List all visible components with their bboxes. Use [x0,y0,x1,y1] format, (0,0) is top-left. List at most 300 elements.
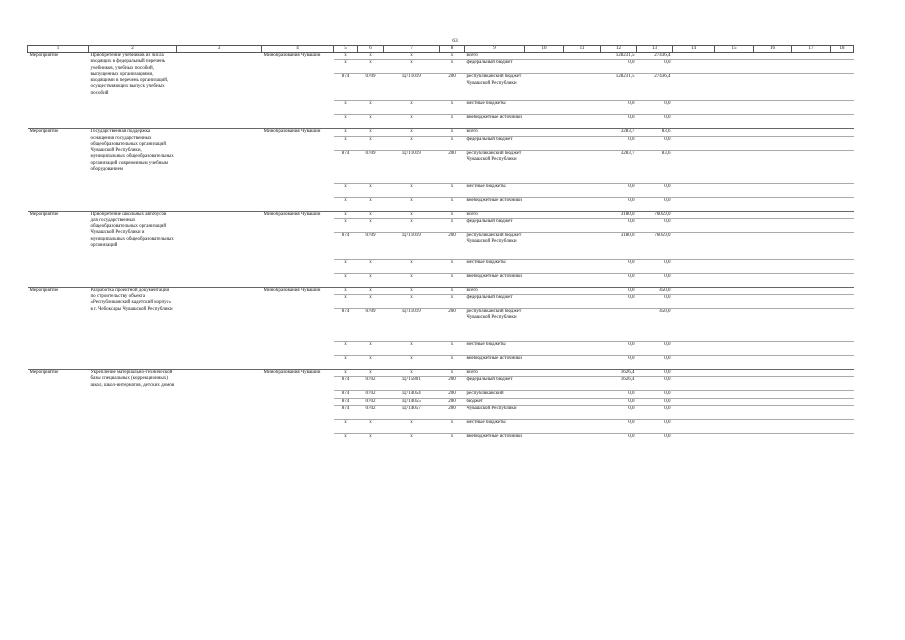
value-cell: 0,0 [601,398,637,405]
grbs-cell: x [334,101,358,115]
value-cell: 27436,4 [637,74,673,101]
activity-type: Мероприятие [28,211,89,287]
value-cell [525,273,564,287]
value-cell [673,287,715,294]
expense-type-cell: x [440,136,465,150]
target-article-cell: x [384,136,440,150]
value-cell [792,287,831,294]
activity-type: Мероприятие [28,287,89,369]
value-cell [792,136,831,150]
grbs-cell: 874 [334,398,358,405]
target-article-cell: Ц714054 [384,391,440,398]
funding-source-cell: федеральный бюджет [465,136,525,150]
value-cell [673,420,715,434]
grbs-cell: x [334,136,358,150]
grbs-cell: 874 [334,309,358,342]
value-cell [673,197,715,211]
value-cell: 0,0 [601,391,637,398]
expense-type-cell: x [440,259,465,273]
value-cell [792,115,831,129]
value-cell: 128231,5 [601,53,637,60]
value-cell [754,377,792,391]
empty-cell [177,53,262,129]
value-cell [673,218,715,232]
header-cell: 18 [831,46,854,53]
value-cell [673,183,715,197]
value-cell [525,398,564,405]
value-cell [792,197,831,211]
expense-type-cell: 200 [440,391,465,398]
value-cell [715,370,754,377]
value-cell [525,129,564,136]
grbs-cell: x [334,183,358,197]
grbs-cell: x [334,129,358,136]
value-cell [754,356,792,370]
value-cell [831,273,854,287]
empty-cell [177,287,262,369]
section-code-cell: x [358,273,384,287]
value-cell [754,101,792,115]
value-cell [673,129,715,136]
header-cell: 3 [177,46,262,53]
grbs-cell: 874 [334,391,358,398]
value-cell [831,309,854,342]
value-cell [792,295,831,309]
expense-type-cell: x [440,53,465,60]
value-cell [831,211,854,218]
value-cell [792,273,831,287]
grbs-cell: x [334,53,358,60]
value-cell: 0,0 [601,136,637,150]
grbs-cell: x [334,434,358,448]
value-cell [715,232,754,259]
expense-type-cell: x [440,197,465,211]
value-cell [564,259,601,273]
expense-type-cell: 200 [440,406,465,420]
header-cell: 5 [334,46,358,53]
value-cell [673,211,715,218]
table-row [28,129,854,136]
value-cell [792,259,831,273]
value-cell [831,136,854,150]
value-cell: 0,0 [637,273,673,287]
executor-cell: Минобразования Чувашии [262,211,334,287]
value-cell [715,295,754,309]
activity-name: Разработка проектной документации по строительству объекта «Республиканский кадетский корпус» в г. Чебоксары Чувашской Республики [89,287,177,369]
value-cell [831,183,854,197]
section-code-cell: x [358,287,384,294]
funding-source-cell: местные бюджеты [465,342,525,356]
value-cell [673,342,715,356]
value-cell: 0,0 [637,101,673,115]
value-cell [754,273,792,287]
section-code-cell: x [358,259,384,273]
value-cell [525,60,564,74]
funding-source-cell: федеральный бюджет [465,218,525,232]
value-cell [564,420,601,434]
section-code-cell: 0709 [358,150,384,183]
value-cell [564,342,601,356]
value-cell [564,211,601,218]
value-cell [754,211,792,218]
target-article-cell: Ц711019 [384,150,440,183]
section-code-cell: x [358,183,384,197]
value-cell [715,150,754,183]
value-cell [754,309,792,342]
empty-cell [177,370,262,447]
section-code-cell: 0709 [358,309,384,342]
section-code-cell: x [358,218,384,232]
value-cell [715,218,754,232]
value-cell [715,74,754,101]
value-cell [754,129,792,136]
target-article-cell: x [384,101,440,115]
value-cell [673,398,715,405]
funding-source-cell: федеральный бюджет [465,60,525,74]
header-cell: 9 [465,46,525,53]
grbs-cell: x [334,115,358,129]
header-cell: 10 [525,46,564,53]
value-cell [715,259,754,273]
value-cell [715,356,754,370]
header-cell: 4 [262,46,334,53]
value-cell [715,101,754,115]
value-cell: 128231,5 [601,74,637,101]
value-cell: 1626,4 [601,370,637,377]
value-cell: 0,0 [601,197,637,211]
target-article-cell: x [384,60,440,74]
value-cell [715,287,754,294]
value-cell [525,434,564,448]
section-code-cell: 0702 [358,398,384,405]
funding-source-cell: республиканский бюджет Чувашской Республики [465,232,525,259]
value-cell [673,150,715,183]
expense-type-cell: 200 [440,377,465,391]
section-code-cell: x [358,434,384,448]
value-cell [754,259,792,273]
value-cell [715,391,754,398]
value-cell [792,309,831,342]
table-row [28,53,854,60]
value-cell [715,434,754,448]
grbs-cell: x [334,342,358,356]
grbs-cell: 874 [334,232,358,259]
value-cell [831,287,854,294]
value-cell [564,377,601,391]
target-article-cell: x [384,129,440,136]
value-cell [792,211,831,218]
value-cell [715,211,754,218]
value-cell [715,115,754,129]
grbs-cell: x [334,370,358,377]
header-cell: 17 [792,46,831,53]
value-cell [673,273,715,287]
value-cell [673,101,715,115]
value-cell [564,391,601,398]
value-cell: 27436,4 [637,53,673,60]
value-cell [564,273,601,287]
section-code-cell: x [358,53,384,60]
value-cell [831,197,854,211]
expense-type-cell: x [440,115,465,129]
grbs-cell: x [334,356,358,370]
table-row [28,287,854,294]
value-cell [831,370,854,377]
value-cell: 0,0 [601,287,637,294]
funding-source-cell: республиканский бюджет Чувашской Республики [465,309,525,342]
value-cell: 76059,0 [637,232,673,259]
funding-source-cell: местные бюджеты [465,420,525,434]
target-article-cell: x [384,218,440,232]
activity-type: Мероприятие [28,53,89,129]
funding-source-cell: федеральный бюджет [465,377,525,391]
value-cell [792,356,831,370]
activity-type: Мероприятие [28,129,89,211]
grbs-cell: x [334,273,358,287]
value-cell [831,259,854,273]
value-cell [564,232,601,259]
value-cell [525,287,564,294]
section-code-cell: 0709 [358,74,384,101]
expense-type-cell: x [440,211,465,218]
expense-type-cell: x [440,420,465,434]
value-cell [673,136,715,150]
value-cell: 0,0 [637,136,673,150]
target-article-cell: Ц715801 [384,377,440,391]
expense-type-cell: x [440,434,465,448]
value-cell: 3180,0 [601,211,637,218]
value-cell [831,406,854,420]
section-code-cell: x [358,60,384,74]
funding-source-cell: внебюджетные источники [465,356,525,370]
value-cell [525,74,564,101]
value-cell [754,420,792,434]
value-cell [673,370,715,377]
target-article-cell: x [384,342,440,356]
value-cell [831,377,854,391]
value-cell [564,295,601,309]
value-cell: 0,0 [601,434,637,448]
value-cell [673,53,715,60]
section-code-cell: 0702 [358,377,384,391]
value-cell [792,434,831,448]
value-cell: 3283,7 [601,150,637,183]
value-cell [715,420,754,434]
value-cell [792,377,831,391]
value-cell [564,309,601,342]
section-code-cell: 0702 [358,391,384,398]
value-cell [564,150,601,183]
value-cell [715,309,754,342]
grbs-cell: 874 [334,377,358,391]
value-cell: 0,0 [637,370,673,377]
grbs-cell: 874 [334,406,358,420]
value-cell [525,150,564,183]
value-cell [715,342,754,356]
header-cell: 1 [28,46,89,53]
value-cell [715,273,754,287]
value-cell [754,53,792,60]
activity-name: Государственная поддержка оснащения государственных общеобразовательных организаций Чувашской Республики, муниципальных общеобразовательных организаций современным учебным оборудованием [89,129,177,211]
grbs-cell: x [334,197,358,211]
value-cell: 0,0 [637,398,673,405]
value-cell: 0,0 [601,420,637,434]
value-cell [601,309,637,342]
funding-source-cell: всего [465,211,525,218]
value-cell [564,398,601,405]
value-cell [754,370,792,377]
value-cell [673,115,715,129]
value-cell [715,377,754,391]
value-cell [831,74,854,101]
value-cell [525,115,564,129]
funding-source-cell: внебюджетные источники [465,273,525,287]
header-cell: 14 [673,46,715,53]
value-cell [673,391,715,398]
section-code-cell: x [358,420,384,434]
funding-source-cell: местные бюджеты [465,183,525,197]
grbs-cell: x [334,287,358,294]
value-cell [673,309,715,342]
section-code-cell: 0702 [358,406,384,420]
value-cell [525,232,564,259]
value-cell [564,183,601,197]
grbs-cell: x [334,259,358,273]
funding-source-cell: всего [465,287,525,294]
target-article-cell: x [384,420,440,434]
value-cell [525,211,564,218]
value-cell [831,434,854,448]
empty-cell [177,211,262,287]
value-cell [715,60,754,74]
value-cell: 83,6 [637,129,673,136]
funding-source-cell: республиканский бюджет Чувашской Республики [465,74,525,101]
grbs-cell: 874 [334,74,358,101]
value-cell: 0,0 [601,295,637,309]
target-article-cell: Ц711019 [384,309,440,342]
value-cell [564,101,601,115]
expense-type-cell: 200 [440,398,465,405]
funding-source-cell: бюджет [465,398,525,405]
section-code-cell: x [358,370,384,377]
value-cell [715,183,754,197]
section-code-cell: x [358,136,384,150]
funding-source-cell: внебюджетные источники [465,434,525,448]
activity-type: Мероприятие [28,370,89,447]
value-cell: 0,0 [637,342,673,356]
value-cell [525,356,564,370]
value-cell [831,391,854,398]
value-cell [792,232,831,259]
value-cell [792,74,831,101]
target-article-cell: x [384,197,440,211]
value-cell [564,197,601,211]
value-cell: 0,0 [601,259,637,273]
value-cell [792,370,831,377]
funding-source-cell: местные бюджеты [465,259,525,273]
value-cell [792,342,831,356]
value-cell [754,115,792,129]
value-cell [564,60,601,74]
value-cell: 0,0 [601,218,637,232]
value-cell [525,197,564,211]
value-cell [525,377,564,391]
target-article-cell: Ц711019 [384,232,440,259]
value-cell [673,60,715,74]
target-article-cell: x [384,273,440,287]
expense-type-cell: x [440,60,465,74]
value-cell [754,150,792,183]
value-cell: 0,0 [637,115,673,129]
executor-cell: Минобразования Чувашии [262,370,334,447]
value-cell: 0,0 [601,273,637,287]
funding-source-cell: федеральный бюджет [465,295,525,309]
value-cell: 1626,4 [601,377,637,391]
budget-table [27,45,854,447]
expense-type-cell: x [440,342,465,356]
value-cell: 0,0 [637,183,673,197]
value-cell [715,398,754,405]
value-cell: 0,0 [637,197,673,211]
header-cell: 13 [637,46,673,53]
value-cell [525,342,564,356]
value-cell [792,420,831,434]
section-code-cell: x [358,197,384,211]
value-cell: 0,0 [601,406,637,420]
value-cell: 3180,0 [601,232,637,259]
value-cell [564,406,601,420]
value-cell [831,53,854,60]
value-cell [754,342,792,356]
funding-source-cell: Чувашской Республики [465,406,525,420]
expense-type-cell: x [440,101,465,115]
target-article-cell: x [384,356,440,370]
value-cell [831,60,854,74]
target-article-cell: x [384,211,440,218]
target-article-cell: x [384,259,440,273]
value-cell [673,74,715,101]
header-row [28,46,854,53]
section-code-cell: 0709 [358,232,384,259]
expense-type-cell: x [440,218,465,232]
header-cell: 7 [384,46,440,53]
value-cell [792,406,831,420]
value-cell [792,218,831,232]
value-cell [831,232,854,259]
value-cell [564,115,601,129]
target-article-cell: x [384,183,440,197]
value-cell [564,434,601,448]
funding-source-cell: внебюджетные источники [465,197,525,211]
value-cell: 0,0 [637,356,673,370]
value-cell [715,129,754,136]
value-cell [525,53,564,60]
value-cell: 83,6 [637,150,673,183]
section-code-cell: x [358,129,384,136]
value-cell [754,398,792,405]
funding-source-cell: всего [465,129,525,136]
value-cell [564,53,601,60]
value-cell [754,136,792,150]
value-cell [754,434,792,448]
value-cell [564,370,601,377]
header-cell: 2 [89,46,177,53]
value-cell [715,197,754,211]
value-cell [831,342,854,356]
value-cell [831,356,854,370]
activity-name: Укрепление материально-технической базы специальных (коррекционных) школ, школ-интернатов, детских домов [89,370,177,447]
value-cell: 0,0 [637,259,673,273]
